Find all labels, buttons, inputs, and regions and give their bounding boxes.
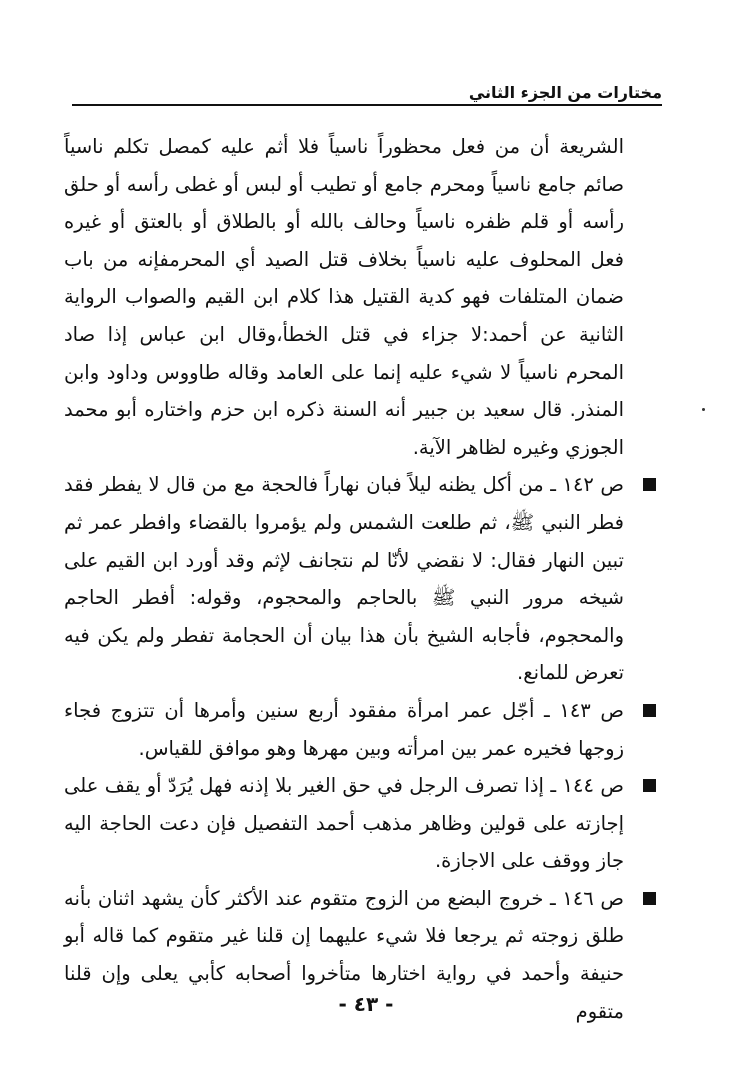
entry-text: إذا تصرف الرجل في حق الغير بلا إذنه فهل يُرَدّ أو يقف على إجازته على قولين وظاهر مذهب أحمد التفصيل فإن دعت الحاجة اليه جاز ووقف على الاجازة.	[64, 774, 624, 873]
scan-speck	[702, 408, 705, 411]
square-bullet-icon	[643, 779, 656, 792]
entry-text: من أكل يظنه ليلاً فبان نهاراً فالحجة مع من قال لا يفطر فقد فطر النبي ﷺ، ثم طلعت الشمس ولم يؤمروا بالقضاء وافطر عمر ثم تبين النهار فقال: لا نقضي لأنّا لم نتجانف لإثم وقد أورد ابن القيم على شيخه مرور النبي ﷺ بالحاجم والمحجوم، وقوله: أفطر الحاجم والمحجوم، فأجابه الشيخ بأن هذا بيان أن الحجامة تفطر ولم يكن فيه تعرض للمانع.	[64, 473, 624, 685]
header-title: مختارات من الجزء الثاني	[463, 82, 662, 104]
page-number: - ٤٣ -	[338, 992, 394, 1016]
main-text	[64, 128, 624, 1030]
list-item	[64, 466, 624, 692]
list-item	[64, 692, 624, 767]
page-reference: ص ١٤٦ ـ	[543, 886, 624, 910]
header-rule	[72, 104, 662, 106]
entry-text: خروج البضع من الزوج متقوم عند الأكثر كأن يشهد اثنان بأنه طلق زوجته ثم يرجعا فلا شيء عليهما إن قلنا غير متقوم كما قاله أبو حنيفة وأحمد في رواية اختارها متأخروا أصحابه كأبي يعلى وإن قلنا متقوم	[64, 886, 624, 1023]
square-bullet-icon	[643, 478, 656, 491]
square-bullet-icon	[643, 704, 656, 717]
running-header	[72, 80, 662, 106]
list-item	[64, 767, 624, 880]
page-reference: ص ١٤٢ ـ	[543, 473, 624, 497]
intro-paragraph: الشريعة أن من فعل محظوراً ناسياً فلا أثم عليه كمصل تكلم ناسياً صائم جامع ناسياً ومحرم جامع أو تطيب أو لبس أو غطى رأسه أو حلق رأسه أو قلم ظفره ناسياً وحالف بالله أو بالطلاق أو بالعتق أو غيره فعل المحلوف عليه ناسياً بخلاف قتل الصيد أي المحرمفإنه من باب ضمان المتلفات فهو كدية القتيل هذا كلام ابن القيم والصواب الرواية الثانية عن أحمد:لا جزاء في قتل الخطأ،وقال ابن عباس إذا صاد المحرم ناسياً لا شيء عليه إنما على العامد وقاله طاووس وداود وابن المنذر. قال سعيد بن جبير أنه السنة ذكره ابن حزم واختاره أبو محمد الجوزي وغيره لظاهر الآية.	[64, 135, 624, 459]
page-reference: ص ١٤٣ ـ	[534, 698, 624, 722]
square-bullet-icon	[643, 892, 656, 905]
entry-text: أجّل عمر امرأة مفقود أربع سنين وأمرها أن تتزوج فجاء زوجها فخيره عمر بين امرأته وبين مهرها وهو موافق للقياس.	[64, 698, 624, 760]
page-reference: ص ١٤٤ ـ	[543, 774, 624, 798]
